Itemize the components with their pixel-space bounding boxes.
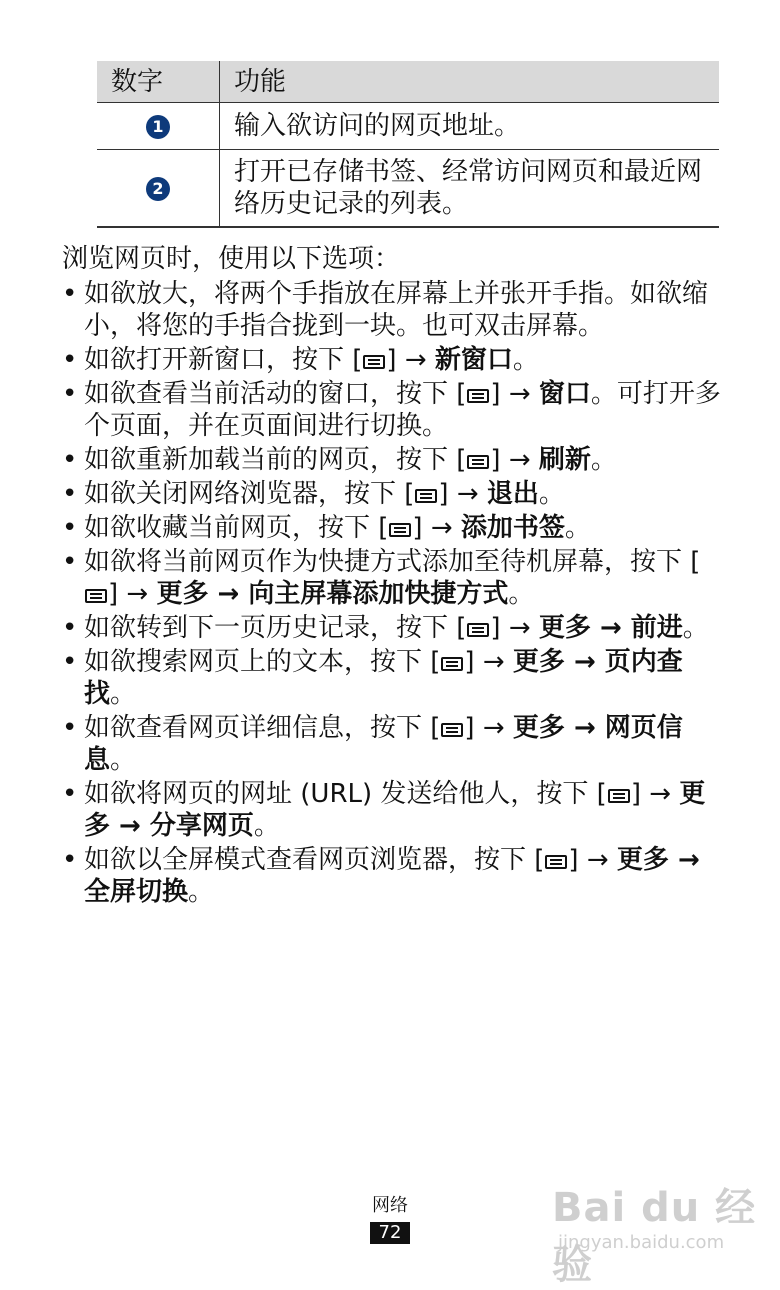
bullet-icon: • xyxy=(62,713,78,743)
menu-key-icon xyxy=(467,389,489,403)
list-item: • 如欲查看当前活动的窗口，按下 [ ] → 窗口。可打开多个页面，并在页面间进行切换。 xyxy=(62,379,721,441)
watermark-url: jingyan.baidu.com xyxy=(558,1232,725,1253)
list-item: • 如欲打开新窗口，按下 [ ] → 新窗口。 xyxy=(62,345,539,375)
list-item: • 如欲放大，将两个手指放在屏幕上并张开手指。如欲缩小，将您的手指合拢到一块。也可双击屏幕。 xyxy=(62,279,709,341)
menu-key-icon xyxy=(363,355,385,369)
table-row xyxy=(97,103,719,150)
table-header-row xyxy=(97,61,719,103)
menu-key-icon xyxy=(415,489,437,503)
menu-key-icon xyxy=(467,455,489,469)
watermark-logo xyxy=(552,1168,762,1288)
watermark-main: Bai du 经验 xyxy=(552,1185,757,1288)
list-item: • 如欲以全屏模式查看网页浏览器，按下 [ ] → 更多 → 全屏切换。 xyxy=(62,845,700,907)
list-item: • 如欲关闭网络浏览器，按下 [ ] → 退出。 xyxy=(62,479,565,509)
function-table xyxy=(97,61,719,228)
bullet-icon: • xyxy=(62,845,78,875)
bullet-icon: • xyxy=(62,613,78,643)
bullet-icon: • xyxy=(62,479,78,509)
bullet-icon: • xyxy=(62,445,78,475)
table-row xyxy=(97,150,719,228)
section-label: 网络 xyxy=(372,1195,408,1216)
bullet-icon: • xyxy=(62,345,78,375)
menu-key-icon xyxy=(389,523,411,537)
list-item: • 如欲将网页的网址 (URL) 发送给他人，按下 [ ] → 更多 → 分享网页。 xyxy=(62,779,706,841)
number-badge-icon: 1 xyxy=(146,115,170,139)
bullet-icon: • xyxy=(62,547,78,577)
list-item: • 如欲转到下一页历史记录，按下 [ ] → 更多 → 前进。 xyxy=(62,613,709,643)
menu-key-icon xyxy=(441,657,463,671)
bullet-icon: • xyxy=(62,647,78,677)
menu-key-icon xyxy=(545,855,567,869)
list-item: • 如欲重新加载当前的网页，按下 [ ] → 刷新。 xyxy=(62,445,617,475)
bullet-icon: • xyxy=(62,513,78,543)
table-cell-function: 输入欲访问的网页地址。 xyxy=(220,103,720,150)
page-number: 72 xyxy=(370,1222,410,1244)
table-header-function: 功能 xyxy=(220,61,720,103)
list-item: • 如欲将当前网页作为快捷方式添加至待机屏幕，按下 [] → 更多 → 向主屏幕添加快捷方式。 xyxy=(62,547,701,609)
options-list xyxy=(62,278,722,910)
bullet-icon: • xyxy=(62,379,78,409)
list-item: • 如欲搜索网页上的文本，按下 [ ] → 更多 → 页内查找。 xyxy=(62,647,683,709)
menu-key-icon xyxy=(467,623,489,637)
bullet-icon: • xyxy=(62,279,78,309)
table-cell-function: 打开已存储书签、经常访问网页和最近网络历史记录的列表。 xyxy=(220,150,720,228)
number-badge-icon: 2 xyxy=(146,177,170,201)
list-item: • 如欲查看网页详细信息，按下 [ ] → 更多 → 网页信息。 xyxy=(62,713,683,775)
menu-key-icon xyxy=(608,789,630,803)
menu-key-icon xyxy=(441,723,463,737)
list-item: • 如欲收藏当前网页，按下 [ ] → 添加书签。 xyxy=(62,513,591,543)
intro-text: 浏览网页时，使用以下选项： xyxy=(62,244,401,274)
bullet-icon: • xyxy=(62,779,78,809)
table-header-number: 数字 xyxy=(97,61,220,103)
menu-key-icon xyxy=(85,589,107,603)
